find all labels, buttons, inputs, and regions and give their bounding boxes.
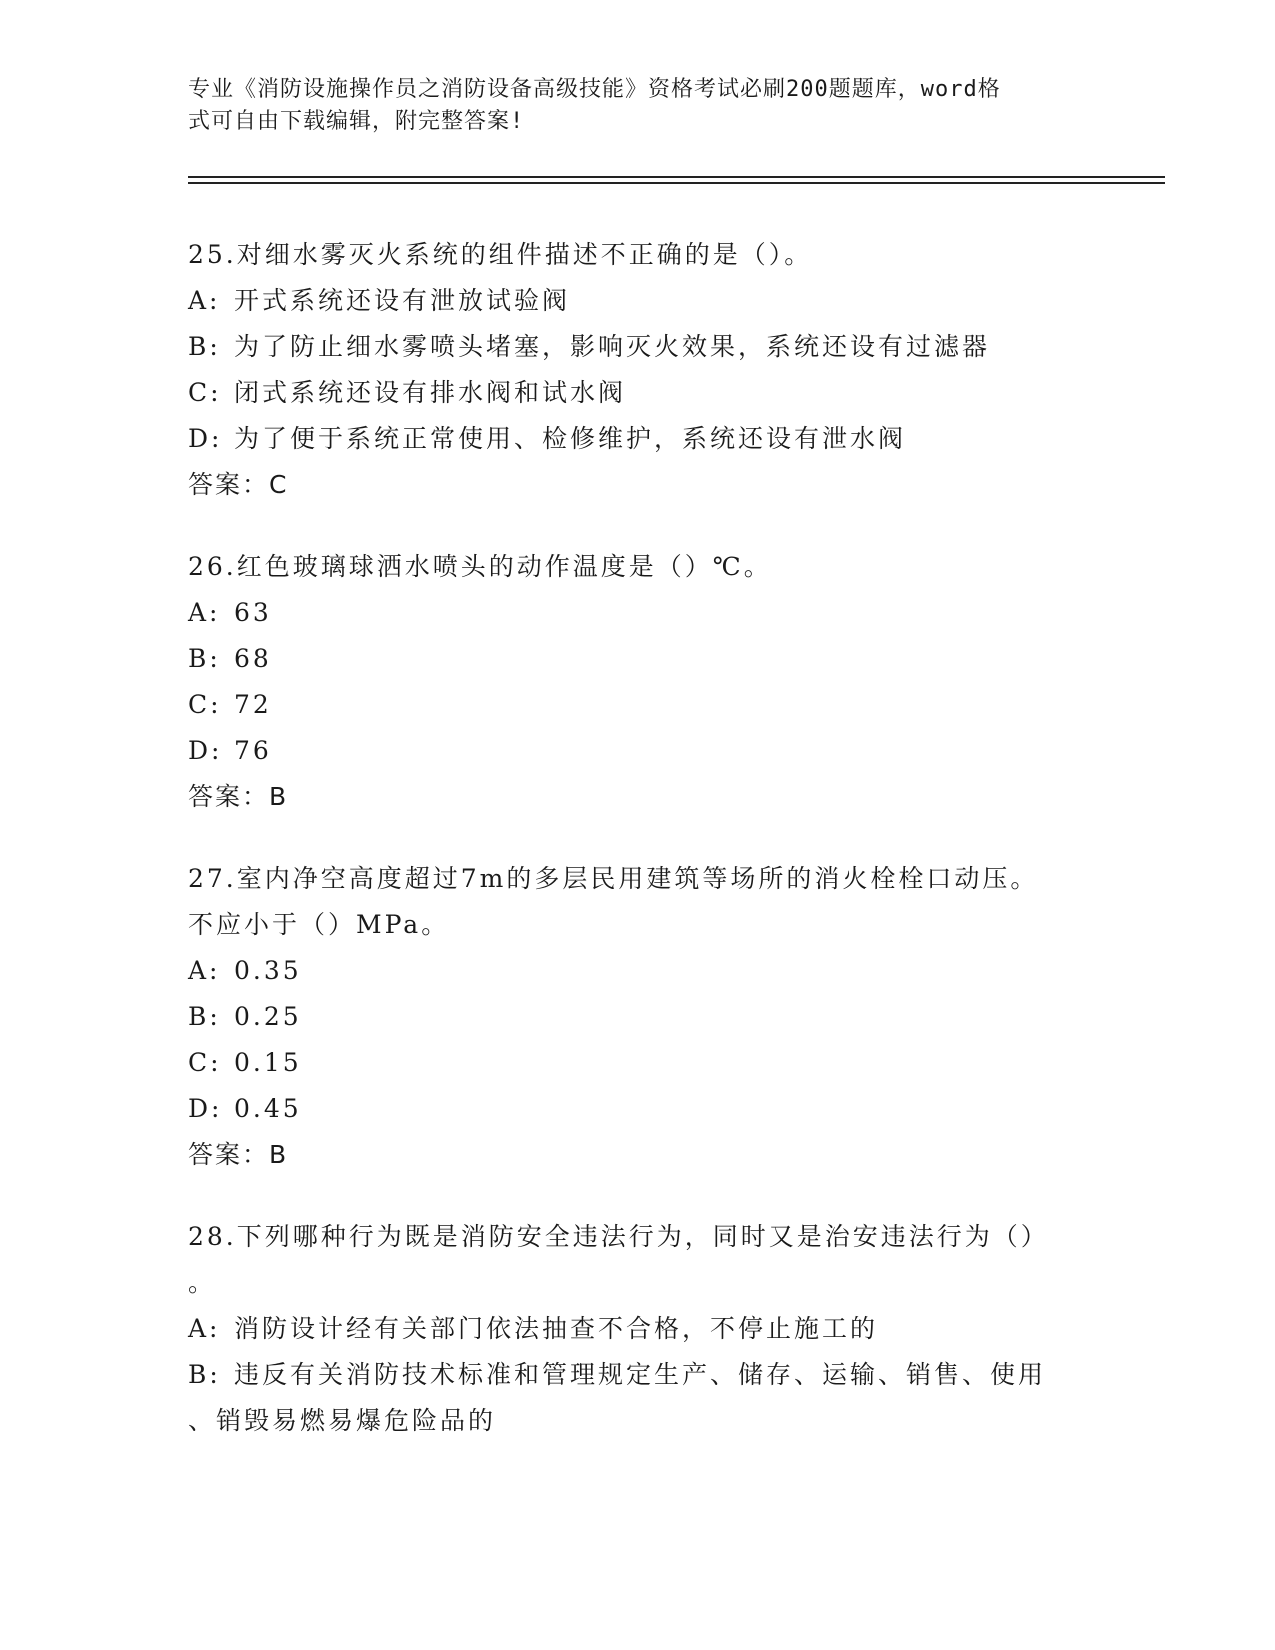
- option-key: C:: [188, 378, 222, 407]
- option-c: [188, 682, 1088, 728]
- option-key: C:: [188, 690, 222, 719]
- header-line-1: 专业《消防设施操作员之消防设备高级技能》资格考试必刷200题题库，word格: [188, 77, 1001, 102]
- option-a: [188, 1306, 1088, 1352]
- answer-line: 答案：B: [188, 782, 289, 811]
- option-text: 违反有关消防技术标准和管理规定生产、储存、运输、销售、使用: [234, 1360, 1047, 1389]
- question-28: [188, 1214, 1088, 1444]
- question-stem: 28.下列哪种行为既是消防安全违法行为，同时又是治安违法行为（）: [188, 1222, 1049, 1251]
- option-key: B:: [188, 1360, 221, 1389]
- option-b: [188, 636, 1088, 682]
- option-b-continued: 、销毁易燃易爆危险品的: [188, 1406, 497, 1435]
- option-key: A:: [188, 598, 221, 627]
- option-c: [188, 1040, 1088, 1086]
- option-key: D:: [188, 736, 223, 765]
- header-line-2: 式可自由下载编辑，附完整答案!: [188, 109, 525, 134]
- question-stem-continued: 不应小于（）MPa。: [188, 910, 450, 939]
- option-b: [188, 994, 1088, 1040]
- option-key: B:: [188, 1002, 221, 1031]
- option-c: [188, 370, 1088, 416]
- option-b: [188, 324, 1088, 370]
- option-text: 76: [234, 736, 272, 765]
- question-27: [188, 856, 1088, 1178]
- answer-line: 答案：C: [188, 470, 289, 499]
- option-key: B:: [188, 644, 221, 673]
- option-key: B:: [188, 332, 221, 361]
- question-stem: 26.红色玻璃球洒水喷头的动作温度是（）℃。: [188, 552, 772, 581]
- option-a: [188, 278, 1088, 324]
- header-divider-bottom: [188, 182, 1165, 184]
- header-divider-top: [188, 176, 1165, 178]
- option-text: 72: [234, 690, 272, 719]
- option-text: 消防设计经有关部门依法抽查不合格，不停止施工的: [234, 1314, 879, 1343]
- question-25: [188, 232, 1088, 508]
- question-stem: 25.对细水雾灭火系统的组件描述不正确的是（）。: [188, 240, 813, 269]
- option-key: D:: [188, 424, 223, 453]
- option-d: [188, 728, 1088, 774]
- option-key: C:: [188, 1048, 222, 1077]
- option-text: 63: [234, 598, 272, 627]
- question-stem: 27.室内净空高度超过7m的多层民用建筑等场所的消火栓栓口动压。: [188, 864, 1039, 893]
- option-a: [188, 948, 1088, 994]
- option-b: [188, 1352, 1088, 1398]
- option-text: 开式系统还设有泄放试验阀: [234, 286, 571, 315]
- answer-line: 答案：B: [188, 1140, 289, 1169]
- option-text: 0.35: [234, 956, 302, 985]
- option-a: [188, 590, 1088, 636]
- document-header: [188, 74, 1088, 138]
- option-text: 为了防止细水雾喷头堵塞，影响灭火效果，系统还设有过滤器: [234, 332, 991, 361]
- option-text: 0.45: [234, 1094, 302, 1123]
- option-text: 闭式系统还设有排水阀和试水阀: [234, 378, 627, 407]
- option-text: 0.25: [234, 1002, 302, 1031]
- option-key: A:: [188, 956, 221, 985]
- option-text: 68: [234, 644, 272, 673]
- option-key: A:: [188, 1314, 221, 1343]
- option-d: [188, 416, 1088, 462]
- option-d: [188, 1086, 1088, 1132]
- option-key: D:: [188, 1094, 223, 1123]
- option-text: 0.15: [234, 1048, 302, 1077]
- question-26: [188, 544, 1088, 820]
- option-text: 为了便于系统正常使用、检修维护，系统还设有泄水阀: [234, 424, 907, 453]
- question-list: [188, 232, 1088, 1480]
- question-stem-continued: 。: [188, 1268, 217, 1297]
- option-key: A:: [188, 286, 221, 315]
